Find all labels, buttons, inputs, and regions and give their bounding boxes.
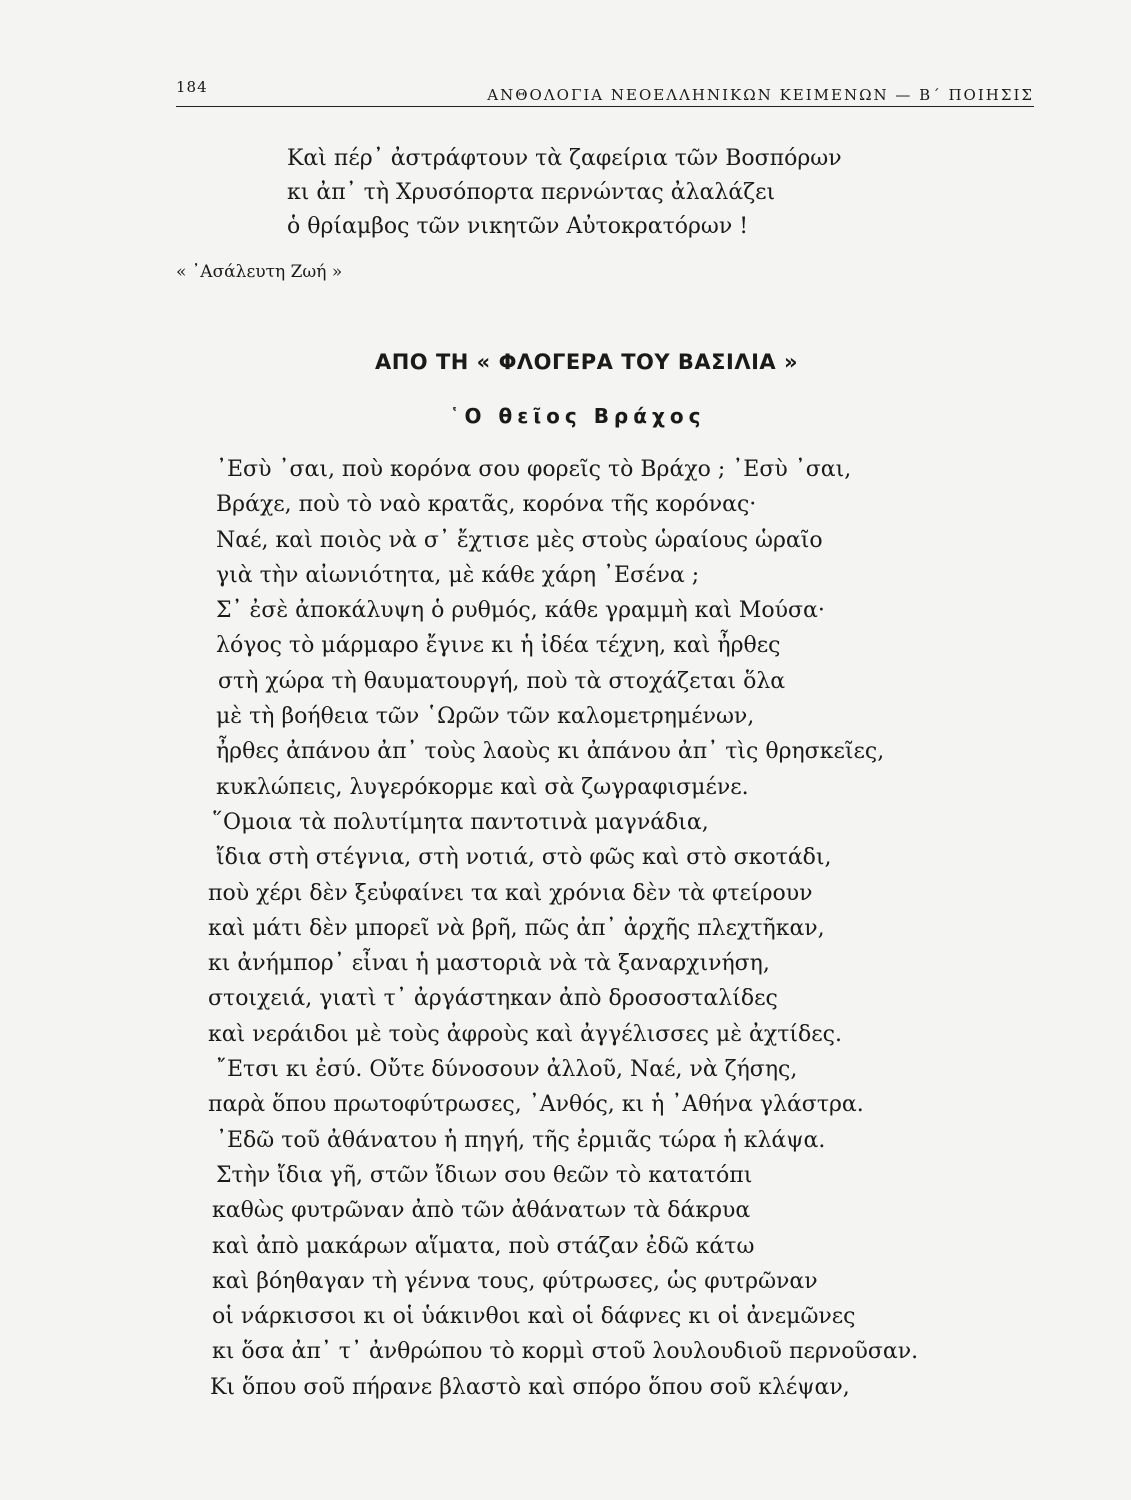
verse-line: στὴ χώρα τὴ θαυματουργή, ποὺ τὰ στοχάζεται ὅλα bbox=[218, 668, 786, 694]
verse-line: ὁ θρίαμβος τῶν νικητῶν Αὐτοκρατόρων ! bbox=[287, 214, 749, 239]
verse-line: ῎Ετσι κι ἐσύ. Οὔτε δύνοσουν ἀλλοῦ, Ναέ, νὰ ζήσης, bbox=[216, 1057, 798, 1083]
verse-line: Καὶ πέρ᾽ ἀστράφτουν τὰ ζαφείρια τῶν Βοσπόρων bbox=[287, 146, 842, 171]
page-header bbox=[176, 78, 1034, 108]
verse-line: καθὼς φυτρῶναν ἀπὸ τῶν ἀθάνατων τὰ δάκρυα bbox=[212, 1198, 751, 1224]
verse-line: λόγος τὸ μάρμαρο ἔγινε κι ἡ ἰδέα τέχνη, καὶ ἦρθες bbox=[216, 633, 781, 659]
poem-body bbox=[208, 452, 922, 1405]
verse-line: Ναέ, καὶ ποιὸς νὰ σ᾽ ἔχτισε μὲς στοὺς ὡραίους ὡραῖο bbox=[216, 527, 823, 553]
section-title bbox=[0, 350, 1131, 374]
source-attribution: « ᾿Ασάλευτη Ζωή » bbox=[176, 262, 343, 282]
verse-line: καὶ μάτι δὲν μπορεῖ νὰ βρῆ, πῶς ἀπ᾽ ἀρχῆς πλεχτῆκαν, bbox=[208, 915, 825, 941]
verse-line: οἱ νάρκισσοι κι οἱ ὑάκινθοι καὶ οἱ δάφνες κι οἱ ἀνεμῶνες bbox=[212, 1304, 856, 1330]
verse-line: παρὰ ὅπου πρωτοφύτρωσες, ᾿Ανθός, κι ἡ ᾿Αθήνα γλάστρα. bbox=[208, 1092, 864, 1118]
verse-line: καὶ ἀπὸ μακάρων αἵματα, ποὺ στάζαν ἐδῶ κάτω bbox=[212, 1233, 755, 1259]
verse-line: Σ᾽ ἐσὲ ἀποκάλυψη ὁ ρυθμός, κάθε γραμμὴ καὶ Μούσα· bbox=[216, 598, 825, 624]
verse-line: γιὰ τὴν αἰωνιότητα, μὲ κάθε χάρη ᾿Εσένα ; bbox=[216, 562, 700, 588]
verse-line: ποὺ χέρι δὲν ξεὐφαίνει τα καὶ χρόνια δὲν τὰ φτείρουν bbox=[208, 880, 813, 906]
verse-line: Στὴν ἴδια γῆ, στῶν ἴδιων σου θεῶν τὸ κατατόπι bbox=[216, 1162, 753, 1188]
verse-line: ᾿Εσὺ ᾿σαι, ποὺ κορόνα σου φορεῖς τὸ Βράχο ; ᾿Εσὺ ᾿σαι, bbox=[216, 457, 852, 482]
page-number: 184 bbox=[176, 78, 208, 96]
verse-line: ἦρθες ἀπάνου ἀπ᾽ τοὺς λαοὺς κι ἀπάνου ἀπ᾽ τὶς θρησκεῖες, bbox=[216, 739, 885, 765]
verse-line: κυκλώπεις, λυγερόκορμε καὶ σὰ ζωγραφισμένε. bbox=[216, 774, 749, 800]
verse-line: καὶ βόηθαγαν τὴ γέννα τους, φύτρωσες, ὡς φυτρῶναν bbox=[212, 1268, 818, 1294]
continuation-verse bbox=[287, 142, 842, 244]
verse-line: κι ἀπ᾽ τὴ Χρυσόπορτα περνώντας ἀλαλάζει bbox=[287, 180, 776, 205]
verse-line: ἴδια στὴ στέγνια, στὴ νοτιά, στὸ φῶς καὶ στὸ σκοτάδι, bbox=[216, 845, 832, 871]
section-title-text: ΑΠΟ ΤΗ « ΦΛΟΓΕΡΑ ΤΟΥ ΒΑΣΙΛΙΑ » bbox=[374, 350, 799, 374]
verse-line: στοιχειά, γιατὶ τ᾽ ἀργάστηκαν ἀπὸ δροσοσταλίδες bbox=[208, 986, 778, 1012]
verse-line: καὶ νεράιδοι μὲ τοὺς ἀφροὺς καὶ ἀγγέλισσες μὲ ἀχτίδες. bbox=[208, 1021, 842, 1047]
verse-line: κι ἀνήμπορ᾽ εἶναι ἡ μαστοριὰ νὰ τὰ ξαναρχινήση, bbox=[208, 951, 770, 977]
running-head: ΑΝΘΟΛΟΓΙΑ ΝΕΟΕΛΛΗΝΙΚΩΝ ΚΕΙΜΕΝΩΝ — Β΄ ΠΟΙΗΣΙΣ bbox=[487, 86, 1034, 104]
poem-title bbox=[0, 404, 1131, 428]
verse-line: μὲ τὴ βοήθεια τῶν ῾Ωρῶν τῶν καλομετρημένων, bbox=[216, 704, 755, 730]
verse-line: ῞Ομοια τὰ πολυτίμητα παντοτινὰ μαγνάδια, bbox=[212, 809, 709, 835]
verse-line: ᾿Εδῶ τοῦ ἀθάνατου ἡ πηγή, τῆς ἐρμιᾶς τώρα ἡ κλάψα. bbox=[216, 1127, 826, 1153]
verse-line: Κι ὅπου σοῦ πήρανε βλαστὸ καὶ σπόρο ὅπου σοῦ κλέψαν, bbox=[210, 1374, 850, 1400]
verse-line: Βράχε, ποὺ τὸ ναὸ κρατᾶς, κορόνα τῆς κορόνας· bbox=[216, 492, 757, 518]
header-rule bbox=[176, 106, 1034, 107]
verse-line: κι ὅσα ἀπ᾽ τ᾽ ἀνθρώπου τὸ κορμὶ στοῦ λουλουδιοῦ περνοῦσαν. bbox=[212, 1339, 919, 1365]
poem-title-text: ῾Ο θεῖος Βράχος bbox=[449, 404, 706, 428]
